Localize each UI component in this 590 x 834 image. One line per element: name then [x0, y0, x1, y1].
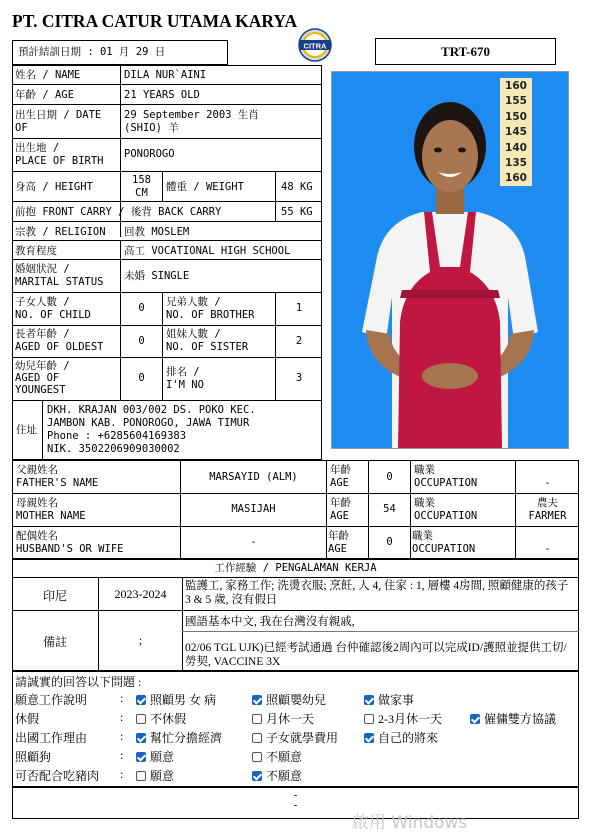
question-option[interactable]: [136, 691, 216, 708]
spouse-age-label-2: AGE: [328, 543, 347, 555]
question-option[interactable]: [252, 710, 314, 727]
question-option[interactable]: [252, 729, 338, 746]
question-colon: :: [120, 729, 124, 743]
dob-label: 出生日期 / DATE: [15, 109, 102, 121]
brother-label: 兄弟人數 /: [166, 296, 221, 308]
pob-label: 出生地 /: [15, 142, 60, 154]
mother-occ-label: 職業: [414, 497, 435, 509]
experience-country: 印尼: [42, 589, 67, 603]
checkbox-checked-icon[interactable]: [136, 733, 146, 743]
footer-dash-1: -: [293, 789, 298, 801]
option-label: 願意: [150, 769, 175, 783]
address-line-1: DKH. KRAJAN 003/002 DS. POKO KEC.: [47, 404, 256, 416]
company-logo: [295, 28, 335, 62]
weight-label: 體重 / WEIGHT: [166, 181, 244, 193]
mother-occupation: 農夫: [537, 497, 558, 509]
education-value: 高工 VOCATIONAL HIGH SCHOOL: [124, 245, 291, 257]
oldest-label: 長者年齡 /: [15, 328, 70, 340]
checkbox-unchecked-icon[interactable]: [136, 714, 146, 724]
remarks-line-2: 02/06 TGL UJK)已經考試通過 台仲確認後2周內可以完成ID/護照並提供工切/勞契, VACCINE 3X: [185, 642, 567, 668]
question-label: 休假: [15, 712, 40, 726]
sister-label-2: NO. OF SISTER: [166, 341, 249, 353]
name-label: 姓名 / NAME: [15, 69, 81, 81]
mother-occupation-2: FARMER: [528, 510, 567, 522]
question-option[interactable]: [364, 729, 438, 746]
question-label: 可否配合吃豬肉: [15, 769, 100, 783]
brother-label-2: NO. OF BROTHER: [166, 309, 255, 321]
spouse-name: -: [250, 536, 257, 548]
dob-value-2: (SHIO) 羊: [124, 122, 179, 134]
child-label: 子女人數 /: [15, 296, 70, 308]
mother-name: MASIJAH: [231, 503, 276, 515]
question-colon: :: [120, 691, 124, 705]
youngest-label: 幼兒年齡 /: [15, 360, 70, 372]
father-name: MARSAYID (ALM): [209, 471, 298, 483]
marital-label-2: MARITAL STATUS: [15, 276, 104, 288]
rank-label-2: I'M NO: [166, 379, 204, 391]
father-label: 父親姓名: [16, 464, 58, 476]
option-label: 幫忙分擔經濟: [150, 731, 223, 745]
option-label: 2-3月休一天: [378, 712, 442, 726]
pob-label-2: PLACE OF BIRTH: [15, 155, 104, 167]
question-option[interactable]: [136, 767, 174, 784]
remarks-colon: ;: [138, 633, 143, 647]
child-value: 0: [138, 302, 145, 314]
height-ruler-label: 140: [505, 141, 527, 154]
question-colon: :: [120, 710, 124, 724]
spouse-occ-label-2: OCCUPATION: [412, 543, 476, 555]
experience-title: 工作經驗 / PENGALAMAN KERJA: [214, 562, 377, 574]
father-label-2: FATHER'S NAME: [16, 477, 99, 489]
mother-label: 母親姓名: [16, 497, 58, 509]
option-label: 自己的將來: [378, 731, 439, 745]
checkbox-unchecked-icon[interactable]: [252, 714, 262, 724]
checkbox-checked-icon[interactable]: [470, 714, 480, 724]
height-ruler-label: 155: [505, 95, 527, 108]
candidate-photo: [331, 71, 569, 449]
rank-value: 3: [295, 372, 303, 384]
questions-title: 請誠實的回答以下問題 :: [15, 675, 142, 689]
checkbox-unchecked-icon[interactable]: [364, 714, 374, 724]
option-label: 僱傭雙方協議: [484, 712, 557, 726]
oldest-value: 0: [138, 335, 145, 347]
option-label: 願意: [150, 750, 175, 764]
question-colon: :: [120, 748, 124, 762]
question-option[interactable]: [364, 691, 414, 708]
logo-text: CITRA: [303, 41, 327, 51]
height-ruler-label: 145: [505, 126, 527, 139]
address-phone: Phone : +6285604169383: [47, 430, 187, 442]
question-option[interactable]: [136, 748, 174, 765]
rank-label: 排名 /: [166, 366, 200, 378]
mother-age-label-2: AGE: [330, 510, 349, 522]
sister-value: 2: [295, 335, 303, 347]
education-label: 教育程度: [15, 245, 57, 257]
address-label: 住址: [16, 424, 37, 436]
option-label: 子女就學費用: [266, 731, 339, 745]
spouse-label-2: HUSBAND'S OR WIFE: [16, 543, 124, 555]
father-occ-label: 職業: [414, 464, 435, 476]
question-option[interactable]: [136, 710, 186, 727]
youngest-value: 0: [138, 372, 145, 384]
checkbox-checked-icon[interactable]: [252, 771, 262, 781]
question-option[interactable]: [364, 710, 442, 727]
father-age: 0: [386, 471, 393, 483]
father-age-label: 年齡: [330, 464, 351, 476]
question-label: 照顧狗: [15, 750, 52, 764]
option-label: 照顧男 女 病: [150, 693, 217, 707]
option-label: 不願意: [266, 750, 303, 764]
question-label: 出國工作理由: [15, 731, 88, 745]
spouse-label: 配偶姓名: [16, 530, 58, 542]
experience-description: 監護工, 家務工作; 洗燙衣服; 烹飪, 人 4, 住家 : 1, 層樓 4房間, 照顧健康的孩子 3 & 5 歲, 沒有假日: [185, 580, 569, 606]
checkbox-checked-icon[interactable]: [252, 695, 262, 705]
option-label: 照顧嬰幼兒: [266, 693, 327, 707]
height-ruler-label: 135: [505, 157, 527, 169]
checkbox-unchecked-icon[interactable]: [252, 752, 262, 762]
youngest-label-2: AGED OF: [15, 372, 60, 384]
mother-age: 54: [383, 503, 396, 515]
age-label: 年齡 / AGE: [15, 89, 74, 101]
dob-label-2: OF: [15, 122, 28, 134]
checkbox-checked-icon[interactable]: [136, 752, 146, 762]
carry-value: 55 KG: [281, 206, 313, 218]
address-nik: NIK. 3502206909030002: [47, 443, 180, 455]
windows-watermark: 啟用 Windows: [352, 813, 468, 833]
question-option[interactable]: [252, 767, 302, 784]
company-title: PT. CITRA CATUR UTAMA KARYA: [12, 11, 298, 31]
checkbox-checked-icon[interactable]: [364, 733, 374, 743]
remarks-label: 備註: [42, 635, 67, 649]
height-ruler-label: 150: [505, 110, 527, 123]
code: TRT-670: [441, 44, 490, 59]
marital-label: 婚姻狀況 /: [15, 263, 70, 275]
height-unit: CM: [135, 187, 148, 199]
height-ruler-label: 160: [505, 80, 527, 92]
remarks-line-1: 國語基本中文, 我在台灣沒有親戚,: [185, 616, 355, 628]
training-date: 預計結訓日期 : 01 月 29 日: [18, 46, 166, 58]
oldest-label-2: AGED OF OLDEST: [15, 341, 104, 353]
question-option[interactable]: [252, 748, 302, 765]
pob-value: PONOROGO: [124, 148, 175, 160]
footer-dash-2: -: [293, 799, 298, 811]
spouse-occupation: -: [544, 543, 551, 555]
option-label: 月休一天: [266, 712, 315, 726]
question-label: 願意工作說明: [15, 693, 88, 707]
spouse-occ-label: 職業: [412, 530, 433, 542]
father-occ-label-2: OCCUPATION: [414, 477, 478, 489]
age-value: 21 YEARS OLD: [124, 89, 200, 101]
experience-period: 2023-2024: [114, 587, 167, 601]
question-colon: :: [120, 767, 124, 781]
marital-value: 未婚 SINGLE: [124, 270, 190, 282]
height-value: 158: [132, 174, 151, 186]
height-label: 身高 / HEIGHT: [15, 181, 93, 193]
youngest-label-3: YOUNGEST: [15, 384, 66, 396]
dob-value: 29 September 2003 生肖: [124, 109, 259, 121]
weight-value: 48 KG: [281, 181, 313, 193]
spouse-age: 0: [386, 536, 393, 548]
spouse-age-label: 年齡: [328, 530, 349, 542]
question-option[interactable]: [252, 691, 326, 708]
option-label: 不休假: [150, 712, 187, 726]
mother-label-2: MOTHER NAME: [16, 510, 86, 522]
checkbox-checked-icon[interactable]: [136, 695, 146, 705]
checkbox-checked-icon[interactable]: [364, 695, 374, 705]
father-age-label-2: AGE: [330, 477, 349, 489]
name-value: DILA NUR`AINI: [124, 69, 207, 81]
mother-occ-label-2: OCCUPATION: [414, 510, 478, 522]
brother-value: 1: [295, 302, 303, 314]
religion-value: 回教 MOSLEM: [124, 226, 190, 238]
religion-label: 宗教 / RELIGION: [15, 226, 106, 238]
child-label-2: NO. OF CHILD: [15, 309, 91, 321]
height-ruler-label: 160: [505, 172, 527, 185]
question-option[interactable]: [136, 729, 222, 746]
option-label: 做家事: [378, 693, 415, 707]
option-label: 不願意: [266, 769, 303, 783]
question-option[interactable]: [470, 710, 556, 727]
father-occupation: -: [544, 477, 551, 489]
address-line-2: JAMBON KAB. PONOROGO, JAWA TIMUR: [47, 417, 250, 429]
checkbox-unchecked-icon[interactable]: [136, 771, 146, 781]
carry-label: 前抱 FRONT CARRY / 後背 BACK CARRY: [15, 206, 222, 218]
sister-label: 姐妹人數 /: [166, 328, 221, 340]
mother-age-label: 年齡: [330, 497, 351, 509]
checkbox-unchecked-icon[interactable]: [252, 733, 262, 743]
